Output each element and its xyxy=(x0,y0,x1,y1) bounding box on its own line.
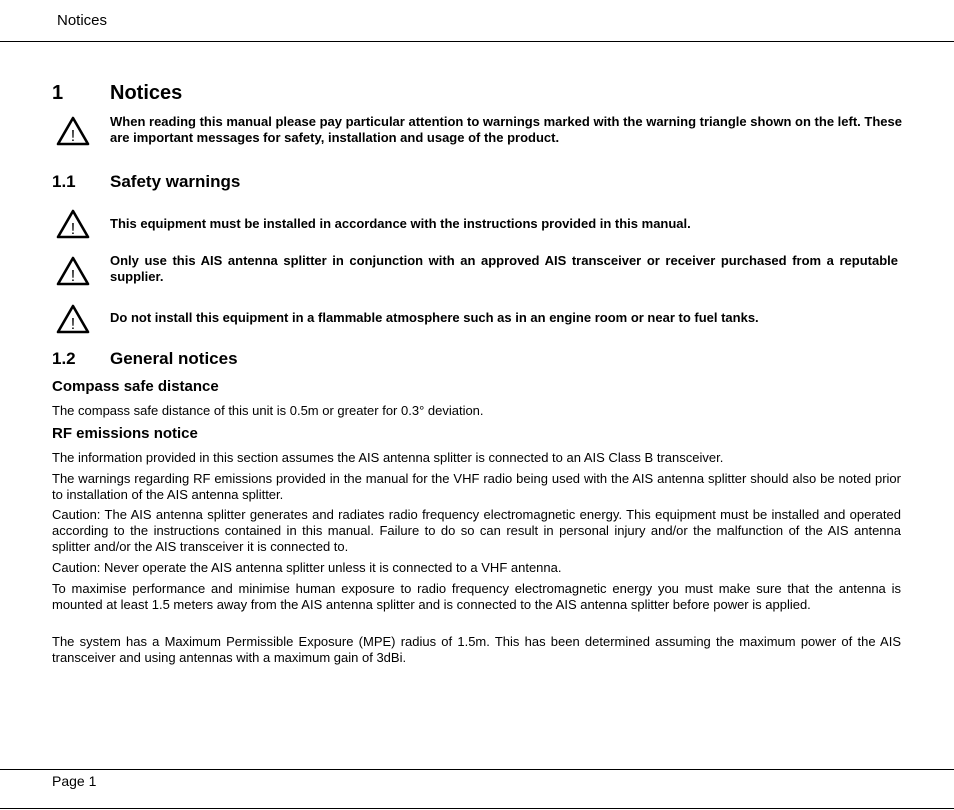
section-number: 1 xyxy=(52,82,64,104)
compass-paragraph: The compass safe distance of this unit is 0.5m or greater for 0.3° deviation. xyxy=(52,403,484,418)
svg-text:!: ! xyxy=(70,221,76,238)
rf-paragraph: Caution: Never operate the AIS antenna splitter unless it is connected to a VHF antenna. xyxy=(52,560,562,575)
rf-paragraph: The information provided in this section assumes the AIS antenna splitter is connected to an AIS Class B transceiver. xyxy=(52,450,724,465)
svg-text:!: ! xyxy=(70,316,76,333)
compass-heading: Compass safe distance xyxy=(52,378,219,395)
safety-warning-text: Do not install this equipment in a flammable atmosphere such as in an engine room or near to fuel tanks. xyxy=(110,310,759,325)
warning-triangle-icon xyxy=(56,209,90,239)
running-header: Notices xyxy=(57,12,108,29)
header-rule xyxy=(0,41,954,42)
rf-paragraph: To maximise performance and minimise human exposure to radio frequency electromagnetic energy you must make sure that the antenna is mounted at least 1.5 meters away from the AIS antenna splitter and is connected to the AIS antenna splitter before power is applied. xyxy=(52,581,901,612)
section-title: Safety warnings xyxy=(110,172,241,191)
rf-paragraph: The warnings regarding RF emissions provided in the manual for the VHF radio being used with the AIS antenna splitter should also be noted prior to installation of the AIS antenna splitter. xyxy=(52,471,901,502)
warning-triangle-icon xyxy=(56,116,90,146)
rf-heading: RF emissions notice xyxy=(52,425,198,442)
section-number: 1.1 xyxy=(52,172,76,191)
safety-warning-text: This equipment must be installed in accordance with the instructions provided in this manual. xyxy=(110,216,691,231)
intro-warning-text: When reading this manual please pay particular attention to warnings marked with the warning triangle shown on the left. These are important messages for safety, installation and usage of the product. xyxy=(110,114,902,145)
warning-triangle-icon xyxy=(56,304,90,334)
footer-top-rule xyxy=(0,769,954,770)
rf-paragraph: The system has a Maximum Permissible Exposure (MPE) radius of 1.5m. This has been determined assuming the maximum power of the AIS transceiver and using antennas with a maximum gain of 3dBi. xyxy=(52,634,901,665)
safety-warning-text: Only use this AIS antenna splitter in conjunction with an approved AIS transceiver or receiver purchased from a reputable supplier. xyxy=(110,253,898,284)
svg-text:!: ! xyxy=(70,128,76,145)
section-number: 1.2 xyxy=(52,349,76,368)
section-title: General notices xyxy=(110,349,238,368)
page-number: Page 1 xyxy=(52,773,97,789)
rf-paragraph: Caution: The AIS antenna splitter generates and radiates radio frequency electromagnetic energy. This equipment must be installed and operated according to the instructions contained in this manual. Failure to do so can result in personal injury and/or the malfunction of the AIS antenna splitter and/or the AIS transceiver it is connected to. xyxy=(52,507,901,554)
footer-bottom-rule xyxy=(0,808,954,809)
svg-text:!: ! xyxy=(70,268,76,285)
section-title: Notices xyxy=(110,82,183,104)
warning-triangle-icon xyxy=(56,256,90,286)
